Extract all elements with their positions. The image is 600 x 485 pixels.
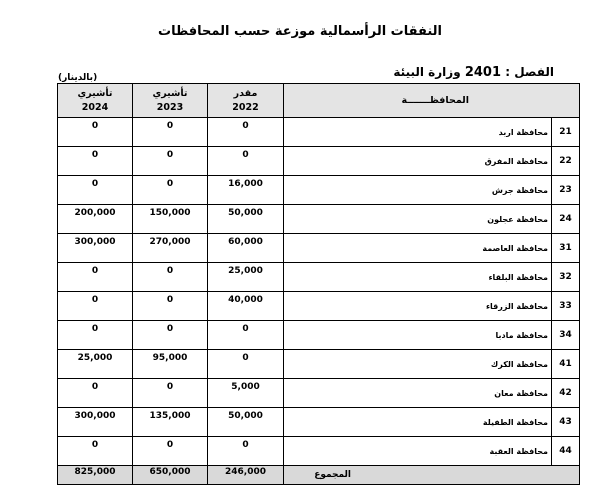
value-2023: 0 bbox=[133, 437, 208, 466]
governorate-code: 22 bbox=[552, 147, 580, 176]
value-2022: 50,000 bbox=[208, 408, 284, 437]
value-2022: 0 bbox=[208, 118, 284, 147]
value-2023: 0 bbox=[133, 176, 208, 205]
governorate-name: محافظة العقبة bbox=[284, 437, 552, 466]
header-2024-type: تأشيري bbox=[77, 87, 113, 99]
value-2022: 0 bbox=[208, 321, 284, 350]
table-row bbox=[58, 263, 580, 292]
value-2024: 0 bbox=[58, 118, 133, 147]
table-row bbox=[58, 321, 580, 350]
table-row bbox=[58, 234, 580, 263]
table-row bbox=[58, 350, 580, 379]
value-2024: 300,000 bbox=[58, 408, 133, 437]
value-2023: 270,000 bbox=[133, 234, 208, 263]
value-2023: 135,000 bbox=[133, 408, 208, 437]
governorate-name: محافظة الزرقاء bbox=[284, 292, 552, 321]
governorate-expenditure-table bbox=[57, 83, 580, 485]
chapter-label: الفصل : bbox=[505, 65, 554, 79]
header-2024-year: 2024 bbox=[81, 101, 109, 113]
total-2022: 246,000 bbox=[208, 466, 284, 485]
total-label: المجموع bbox=[284, 466, 580, 485]
value-2024: 25,000 bbox=[58, 350, 133, 379]
value-2022: 40,000 bbox=[208, 292, 284, 321]
header-2023 bbox=[133, 84, 208, 118]
governorate-name: محافظة الطفيلة bbox=[284, 408, 552, 437]
governorate-code: 33 bbox=[552, 292, 580, 321]
value-2022: 0 bbox=[208, 147, 284, 176]
governorate-name: محافظة العاصمة bbox=[284, 234, 552, 263]
currency-unit: (بالدينار) bbox=[58, 73, 98, 83]
value-2022: 5,000 bbox=[208, 379, 284, 408]
header-2022-year: 2022 bbox=[232, 101, 259, 113]
total-2023: 650,000 bbox=[133, 466, 208, 485]
governorate-code: 32 bbox=[552, 263, 580, 292]
governorate-code: 42 bbox=[552, 379, 580, 408]
header-2023-year: 2023 bbox=[156, 101, 184, 113]
value-2022: 0 bbox=[208, 350, 284, 379]
value-2024: 200,000 bbox=[58, 205, 133, 234]
value-2023: 0 bbox=[133, 321, 208, 350]
header-2024 bbox=[58, 84, 133, 118]
header-2022-type: مقدر bbox=[233, 87, 258, 99]
table-row bbox=[58, 205, 580, 234]
table-row bbox=[58, 176, 580, 205]
governorate-code: 44 bbox=[552, 437, 580, 466]
table-header-row bbox=[58, 84, 580, 118]
value-2024: 0 bbox=[58, 263, 133, 292]
governorate-name: محافظة جرش bbox=[284, 176, 552, 205]
value-2024: 0 bbox=[58, 176, 133, 205]
value-2022: 60,000 bbox=[208, 234, 284, 263]
governorate-name: محافظة مادبا bbox=[284, 321, 552, 350]
total-2024: 825,000 bbox=[58, 466, 133, 485]
header-governorate: المحافظـــــــة bbox=[284, 84, 580, 118]
value-2022: 50,000 bbox=[208, 205, 284, 234]
value-2022: 16,000 bbox=[208, 176, 284, 205]
governorate-name: محافظة البلقاء bbox=[284, 263, 552, 292]
chapter-number: 2401 bbox=[464, 65, 502, 80]
value-2024: 0 bbox=[58, 437, 133, 466]
page-title: النفقات الرأسمالية موزعة حسب المحافظات bbox=[158, 24, 442, 39]
governorate-name: محافظة معان bbox=[284, 379, 552, 408]
value-2022: 25,000 bbox=[208, 263, 284, 292]
governorate-code: 24 bbox=[552, 205, 580, 234]
governorate-code: 43 bbox=[552, 408, 580, 437]
ministry-name: وزارة البيئة bbox=[393, 65, 461, 79]
value-2024: 300,000 bbox=[58, 234, 133, 263]
value-2023: 0 bbox=[133, 147, 208, 176]
governorate-name: محافظة المفرق bbox=[284, 147, 552, 176]
governorate-code: 41 bbox=[552, 350, 580, 379]
value-2024: 0 bbox=[58, 379, 133, 408]
table-row bbox=[58, 379, 580, 408]
value-2023: 150,000 bbox=[133, 205, 208, 234]
value-2024: 0 bbox=[58, 292, 133, 321]
governorate-code: 31 bbox=[552, 234, 580, 263]
governorate-name: محافظة اربد bbox=[284, 118, 552, 147]
header-2023-type: تأشيري bbox=[152, 87, 188, 99]
value-2024: 0 bbox=[58, 321, 133, 350]
table-row bbox=[58, 437, 580, 466]
value-2023: 0 bbox=[133, 263, 208, 292]
header-2022 bbox=[208, 84, 284, 118]
value-2022: 0 bbox=[208, 437, 284, 466]
governorate-code: 34 bbox=[552, 321, 580, 350]
table-row bbox=[58, 118, 580, 147]
value-2024: 0 bbox=[58, 147, 133, 176]
table-row bbox=[58, 292, 580, 321]
governorate-code: 23 bbox=[552, 176, 580, 205]
value-2023: 95,000 bbox=[133, 350, 208, 379]
value-2023: 0 bbox=[133, 118, 208, 147]
governorate-code: 21 bbox=[552, 118, 580, 147]
total-row bbox=[58, 466, 580, 485]
governorate-name: محافظة الكرك bbox=[284, 350, 552, 379]
governorate-name: محافظة عجلون bbox=[284, 205, 552, 234]
table-row bbox=[58, 147, 580, 176]
value-2023: 0 bbox=[133, 379, 208, 408]
chapter-heading bbox=[393, 65, 554, 80]
table-row bbox=[58, 408, 580, 437]
value-2023: 0 bbox=[133, 292, 208, 321]
